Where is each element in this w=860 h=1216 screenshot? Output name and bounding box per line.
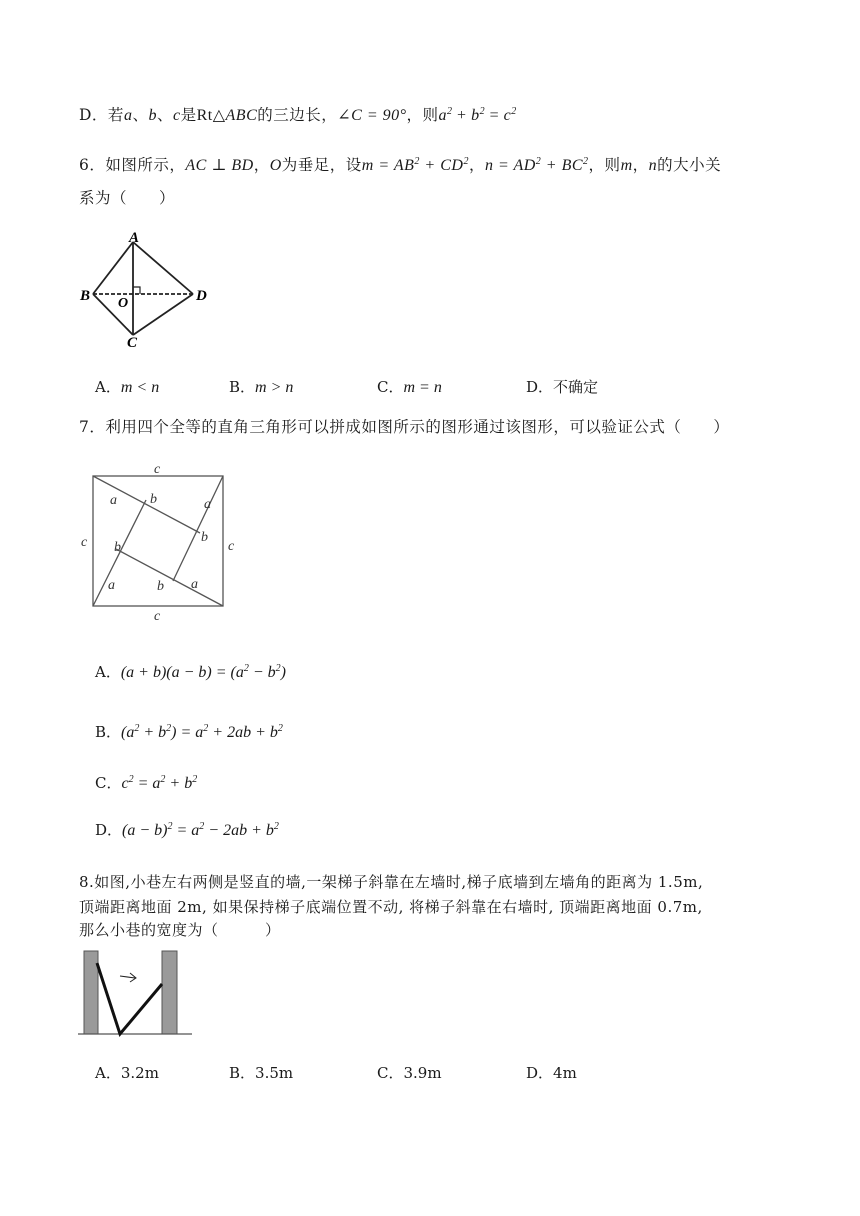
fig7-label-c-bottom: c bbox=[154, 609, 161, 624]
kite-label-o: O bbox=[118, 296, 129, 311]
q6-option-c: C．m = n bbox=[377, 378, 442, 396]
kite-label-c: C bbox=[127, 335, 138, 351]
q7-option-a: A．$(a + b)(a - b) = (a^2 - b^2)$ bbox=[95, 663, 286, 681]
kite-label-b: B bbox=[80, 288, 91, 304]
kite-label-d: D bbox=[196, 288, 207, 304]
q7-option-c: C．$c^2 = a^2 + b^2$ bbox=[95, 774, 198, 792]
q6-option-b: B．m > n bbox=[229, 378, 294, 396]
q8-option-a: A．3.2m bbox=[95, 1064, 159, 1082]
fig7-label-b3: b bbox=[157, 579, 164, 594]
kite-label-a: A bbox=[129, 230, 140, 246]
fig7-label-c-right: c bbox=[228, 539, 235, 554]
fig7-label-a1: a bbox=[110, 493, 117, 508]
fig7-label-a2: a bbox=[204, 497, 211, 512]
fig7-label-b4: b bbox=[114, 540, 121, 555]
q6-kite-figure bbox=[78, 232, 218, 352]
q8-stem-line2: 顶端距离地面 2m, 如果保持梯子底端位置不动, 将梯子斜靠在右墙时, 顶端距离地面 0.7m, bbox=[79, 898, 703, 916]
q7-option-d: D．$(a - b)^2 = a^2 - 2ab + b^2$ bbox=[95, 821, 279, 839]
fig7-label-b1: b bbox=[150, 492, 157, 507]
q7-square-figure bbox=[78, 462, 248, 622]
q6-option-d: D．不确定 bbox=[526, 378, 599, 396]
q6-stem-line1: 6．如图所示，AC ⊥ BD，O为垂足，设$m = AB^2 + CD^2$，$n = AD^2 + BC^2$，则m，n的大小关 bbox=[79, 156, 722, 174]
q7-stem: 7．利用四个全等的直角三角形可以拼成如图所示的图形通过该图形，可以验证公式（ ） bbox=[79, 418, 730, 436]
q8-stem-line3: 那么小巷的宽度为（ ） bbox=[79, 921, 281, 939]
q8-alley-figure bbox=[78, 948, 198, 1040]
q8-option-c: C．3.9m bbox=[377, 1064, 442, 1082]
q8-stem-line1: 8.如图,小巷左右两侧是竖直的墙,一架梯子斜靠在左墙时,梯子底墙到左墙角的距离为 1.5m, bbox=[79, 873, 704, 891]
q6-option-a: A．m < n bbox=[95, 378, 160, 396]
q6-stem-line2: 系为（ ） bbox=[79, 189, 176, 207]
q8-option-b: B．3.5m bbox=[229, 1064, 294, 1082]
q5-option-d: D．若a、b、c是Rt△ABC的三边长，∠C = 90°，则$a^2 + b^2 = c^2$ bbox=[79, 106, 517, 124]
q8-option-d: D．4m bbox=[526, 1064, 577, 1082]
fig7-label-a4: a bbox=[108, 578, 115, 593]
fig7-label-c-top: c bbox=[154, 462, 161, 477]
fig7-label-b2: b bbox=[201, 530, 208, 545]
q7-option-b: B．$(a^2 + b^2) = a^2 + 2ab + b^2$ bbox=[95, 723, 283, 741]
fig7-label-a3: a bbox=[191, 577, 198, 592]
fig7-label-c-left: c bbox=[81, 535, 88, 550]
